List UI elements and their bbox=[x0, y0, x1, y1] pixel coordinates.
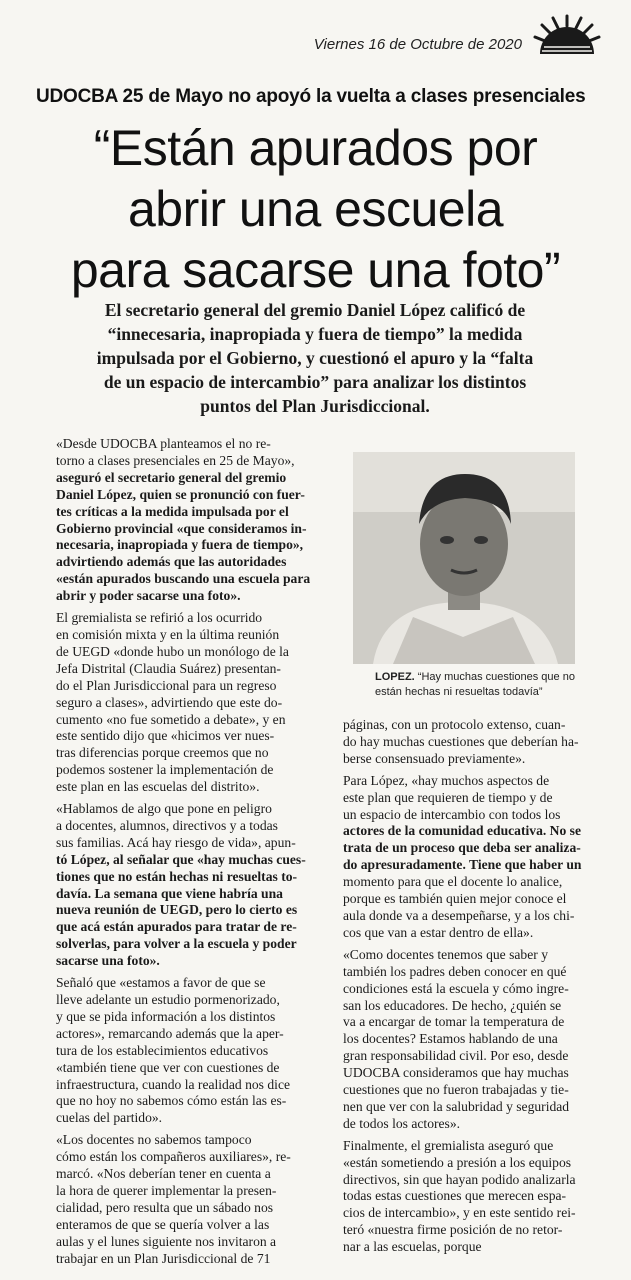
text-line: también los padres deben conocer en qué bbox=[343, 963, 567, 979]
text-line: san los educadores. De hecho, ¿quién se bbox=[343, 997, 562, 1013]
deck-line: puntos del Plan Jurisdiccional. bbox=[200, 396, 430, 416]
text-line: davía. La semana que viene habría una bbox=[56, 885, 283, 901]
article-column-left bbox=[56, 436, 318, 1268]
text-line: tras diferencias porque creemos que no bbox=[56, 745, 269, 761]
text-line: cumento «no fue sometido a debate», y en bbox=[56, 711, 286, 727]
headline-line: “Están apurados por bbox=[93, 120, 538, 176]
text-line: do hay muchas cuestiones que deberían ha- bbox=[343, 733, 579, 749]
text-line: torno a clases presenciales en 25 de Mayo», bbox=[56, 452, 295, 468]
text-line: este plan en las escuelas del distrito». bbox=[56, 779, 260, 795]
text-line: Para López, «hay muchos aspectos de bbox=[343, 772, 550, 788]
text-line: gran responsabilidad civil. Por eso, desde bbox=[343, 1048, 569, 1064]
text-line: actores», remarcando además que la aper- bbox=[56, 1025, 284, 1041]
headline-line: abrir una escuela bbox=[127, 181, 504, 237]
text-line: porque es también quien mejor conoce el bbox=[343, 891, 567, 907]
text-line: infraestructura, cuando la realidad nos dice bbox=[56, 1076, 291, 1092]
text-line: UDOCBA consideramos que hay muchas bbox=[343, 1065, 569, 1081]
text-line: aulas y el lunes siguiente nos invitaron a bbox=[56, 1233, 277, 1249]
text-line: «Los docentes no sabemos tampoco bbox=[56, 1132, 252, 1148]
article-paragraph bbox=[56, 801, 318, 970]
text-line: cuestiones que no fueron trabajadas y tie- bbox=[343, 1082, 569, 1098]
portrait-illustration bbox=[353, 452, 575, 664]
text-line: seguro a clases», advirtiendo que este do- bbox=[56, 694, 283, 710]
text-line: que no hoy no sabemos cómo están las es- bbox=[56, 1093, 287, 1109]
text-line: y que se pida información a los distintos bbox=[56, 1008, 276, 1024]
text-line: este sentido dijo que «hicimos ver nues- bbox=[56, 728, 275, 744]
text-line: actores de la comunidad educativa. No se bbox=[343, 823, 582, 839]
text-line: sus familias. Acá hay riesgo de vida», apun- bbox=[56, 834, 296, 850]
caption-text: “Hay muchas cuestiones que no bbox=[414, 671, 575, 683]
text-line: Daniel López, quien se pronunció con fuer- bbox=[56, 486, 305, 502]
text-line: solverlas, para volver a la escuela y poder bbox=[56, 936, 297, 952]
article-paragraph bbox=[343, 717, 605, 768]
text-line: advirtiendo además que las autoridades bbox=[56, 554, 287, 570]
text-line: condiciones está la escuela y cómo ingre- bbox=[343, 980, 569, 996]
text-line: berse consensuado previamente». bbox=[343, 750, 526, 766]
text-line: teró «nuestra firme posición de no retor- bbox=[343, 1222, 563, 1238]
article-column-right bbox=[343, 717, 605, 1256]
text-line: cómo están los compañeros auxiliares», re- bbox=[56, 1149, 291, 1165]
text-line: aula donde va a desempeñarse, y a los chi- bbox=[343, 907, 575, 923]
text-line: nueva reunión de UEGD, pero lo cierto es bbox=[56, 902, 298, 918]
article-paragraph bbox=[56, 610, 318, 796]
text-line: abrir y poder sacarse una foto». bbox=[56, 588, 241, 604]
text-line: va a encargar de tomar la temperatura de bbox=[343, 1014, 565, 1030]
text-line: trata de un proceso que deba ser analiza- bbox=[343, 840, 581, 856]
text-line: que acá están apurados para tratar de re- bbox=[56, 919, 297, 935]
text-line: nar a las escuelas, porque bbox=[343, 1239, 482, 1255]
article-paragraph bbox=[56, 975, 318, 1127]
text-line: lleve adelante un estudio pormenorizado, bbox=[56, 992, 280, 1007]
text-line: este plan que requieren de tiempo y de bbox=[343, 789, 553, 805]
text-line: páginas, con un protocolo extenso, cuan- bbox=[343, 717, 566, 732]
text-line: necesaria, inapropiada y fuera de tiempo», bbox=[56, 537, 304, 553]
text-line: «Como docentes tenemos que saber y bbox=[343, 946, 548, 962]
sunburst-logo-icon bbox=[532, 14, 602, 58]
article-paragraph bbox=[343, 773, 605, 942]
text-line: trabajar en un Plan Jurisdiccional de 71 bbox=[56, 1250, 271, 1266]
caption-lead: LOPEZ. bbox=[375, 671, 415, 683]
text-line: cos que van a estar dentro de ella». bbox=[343, 924, 534, 940]
text-line: cialidad, pero resulta que un sábado nos bbox=[56, 1199, 274, 1215]
text-line: «están sometiendo a presión a los equipos bbox=[343, 1154, 572, 1170]
text-line: un espacio de intercambio con todos los bbox=[343, 806, 561, 822]
text-line: podemos sostener la implementación de bbox=[56, 762, 274, 778]
text-line: sacarse una foto». bbox=[56, 953, 160, 969]
text-line: «Hablamos de algo que pone en peligro bbox=[56, 801, 272, 817]
text-line: la hora de querer implementar la presen- bbox=[56, 1182, 277, 1198]
photo-caption bbox=[375, 670, 605, 700]
deck-line: “innecesaria, inapropiada y fuera de tiempo” la medida bbox=[107, 324, 523, 344]
article-paragraph bbox=[343, 1138, 605, 1256]
text-line: tiones que no están hechas ni resueltas to- bbox=[56, 868, 298, 884]
text-line: marcó. «Nos deberían tener en cuenta a bbox=[56, 1166, 271, 1182]
text-line: Señaló que «estamos a favor de que se bbox=[56, 975, 266, 991]
deck-line: impulsada por el Gobierno, y cuestionó el apuro y la “falta bbox=[96, 348, 534, 368]
text-line: «también tiene que ver con cuestiones de bbox=[56, 1059, 280, 1075]
article-deck bbox=[60, 298, 570, 418]
text-line: do el Plan Jurisdiccional para un regreso bbox=[56, 677, 277, 693]
text-line: cuelas del partido». bbox=[56, 1110, 163, 1126]
article-paragraph bbox=[56, 1132, 318, 1267]
text-line: en comisión mixta y en la última reunión bbox=[56, 626, 280, 642]
text-line: «Desde UDOCBA planteamos el no re- bbox=[56, 436, 271, 451]
text-line: aseguró el secretario general del gremio bbox=[56, 469, 287, 485]
text-line: a docentes, alumnos, directivos y a todas bbox=[56, 817, 278, 833]
article-headline bbox=[20, 118, 611, 301]
article-paragraph bbox=[56, 436, 318, 605]
text-line: tura de los establecimientos educativos bbox=[56, 1042, 269, 1058]
deck-line: El secretario general del gremio Daniel López calificó de bbox=[104, 300, 526, 320]
text-line: El gremialista se refirió a los ocurrido bbox=[56, 610, 263, 626]
text-line: do apresuradamente. Tiene que haber un bbox=[343, 857, 582, 873]
text-line: nen que ver con la salubridad y seguridad bbox=[343, 1098, 570, 1114]
headline-line: para sacarse una foto” bbox=[70, 242, 561, 298]
text-line: Finalmente, el gremialista aseguró que bbox=[343, 1137, 554, 1153]
portrait-photo bbox=[353, 452, 575, 664]
text-line: Gobierno provincial «que consideramos in- bbox=[56, 520, 307, 536]
text-line: tó López, al señalar que «hay muchas cues- bbox=[56, 851, 306, 867]
article-paragraph bbox=[343, 947, 605, 1133]
text-line: cios de intercambio», y en este sentido rei- bbox=[343, 1205, 576, 1221]
text-line: los docentes? Estamos hablando de una bbox=[343, 1031, 558, 1047]
text-line: directivos, sin que hayan podido analizarla bbox=[343, 1171, 576, 1187]
text-line: momento para que el docente lo analice, bbox=[343, 874, 563, 890]
text-line: de UEGD «donde hubo un monólogo de la bbox=[56, 643, 289, 659]
text-line: de todos los actores». bbox=[343, 1115, 461, 1131]
article-kicker: UDOCBA 25 de Mayo no apoyó la vuelta a clases presenciales bbox=[36, 86, 586, 107]
text-line: Jefa Distrital (Claudia Suárez) presentan- bbox=[56, 660, 281, 676]
text-line: «están apurados buscando una escuela para bbox=[56, 571, 311, 587]
caption-line: están hechas ni resueltas todavía” bbox=[375, 686, 543, 698]
issue-date: Viernes 16 de Octubre de 2020 bbox=[313, 36, 522, 53]
text-line: todas estas cuestiones que merecen espa- bbox=[343, 1188, 567, 1204]
caption-line bbox=[375, 670, 605, 685]
text-line: tes críticas a la medida impulsada por el bbox=[56, 503, 289, 519]
deck-line: de un espacio de intercambio” para analizar los distintos bbox=[103, 372, 527, 392]
text-line: enteramos de que se quería volver a las bbox=[56, 1216, 270, 1232]
